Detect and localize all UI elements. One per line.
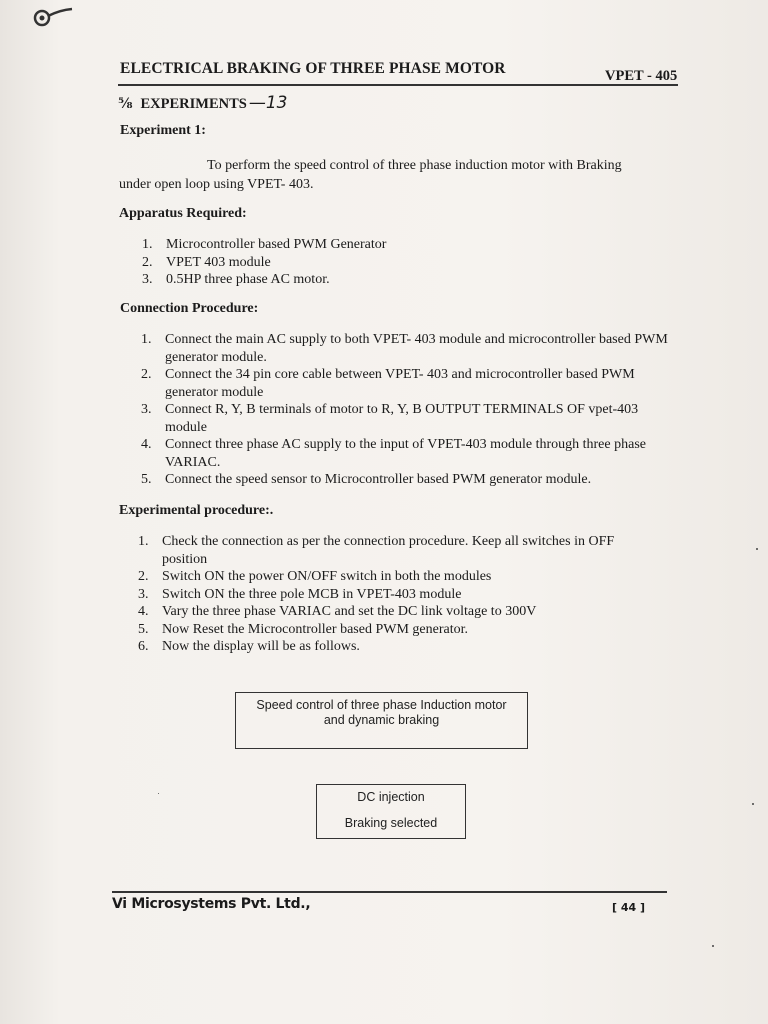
document-code: VPET - 405 <box>605 68 678 84</box>
display-line: and dynamic braking <box>323 713 440 727</box>
section-title: EXPERIMENTS <box>140 96 247 112</box>
scan-speck <box>756 548 758 550</box>
list-item: 4. Vary the three phase VARIAC and set the DC link voltage to 300V <box>138 604 537 619</box>
list-item: 2. Connect the 34 pin core cable between VPET- 403 and microcontroller based PWM generator module <box>141 367 635 400</box>
footer-divider <box>112 891 667 893</box>
scan-speck <box>712 945 714 947</box>
scan-speck <box>158 793 159 794</box>
procedure-heading: Experimental procedure:. <box>119 503 274 518</box>
display-line: DC injection <box>357 790 425 804</box>
list-item: 3. Connect R, Y, B terminals of motor to R, Y, B OUTPUT TERMINALS OF vpet-403 module <box>141 402 639 435</box>
aim-line-1: To perform the speed control of three phase induction motor with Braking <box>207 158 622 173</box>
list-item: 2. VPET 403 module <box>142 254 271 270</box>
display-line: Braking selected <box>344 816 438 830</box>
list-item: 3. Switch ON the three pole MCB in VPET-403 module <box>138 586 462 602</box>
document-title: ELECTRICAL BRAKING OF THREE PHASE MOTOR <box>120 60 506 77</box>
display-box-speed-control <box>235 692 528 749</box>
list-item: 3. 0.5HP three phase AC motor. <box>142 272 330 287</box>
company-name: Vi Microsystems Pvt. Ltd., <box>112 896 311 912</box>
handwritten-note: —13 <box>248 93 288 113</box>
page-number: [ 44 ] <box>612 901 646 914</box>
procedure-list <box>138 533 658 656</box>
section-heading <box>118 93 288 113</box>
list-item: 5. Connect the speed sensor to Microcontroller based PWM generator module. <box>141 472 592 487</box>
aim-line-2: under open loop using VPET- 403. <box>119 177 314 192</box>
apparatus-heading: Apparatus Required: <box>119 206 247 221</box>
header-divider <box>118 84 678 86</box>
paper-clip-mark-icon <box>28 4 76 30</box>
display-box-dc-injection <box>316 784 466 839</box>
connection-heading: Connection Procedure: <box>120 301 259 316</box>
list-item: 2. Switch ON the power ON/OFF switch in both the modules <box>138 569 492 584</box>
display-line: Speed control of three phase Induction motor <box>256 698 507 712</box>
list-item: 1. Check the connection as per the connection procedure. Keep all switches in OFF position <box>138 534 615 567</box>
apparatus-list <box>142 236 642 289</box>
experiment-heading: Experiment 1: <box>120 123 206 138</box>
scan-speck <box>752 803 754 805</box>
list-item: 1. Microcontroller based PWM Generator <box>142 237 387 252</box>
connection-list <box>141 331 671 489</box>
list-item: 6. Now the display will be as follows. <box>138 639 360 654</box>
struck-marker: ⅝ <box>118 96 133 112</box>
list-item: 1. Connect the main AC supply to both VPET- 403 module and microcontroller based PWM generator module. <box>141 332 668 365</box>
list-item: 4. Connect three phase AC supply to the input of VPET-403 module through three phase VARIAC. <box>141 437 646 470</box>
list-item: 5. Now Reset the Microcontroller based PWM generator. <box>138 621 468 637</box>
